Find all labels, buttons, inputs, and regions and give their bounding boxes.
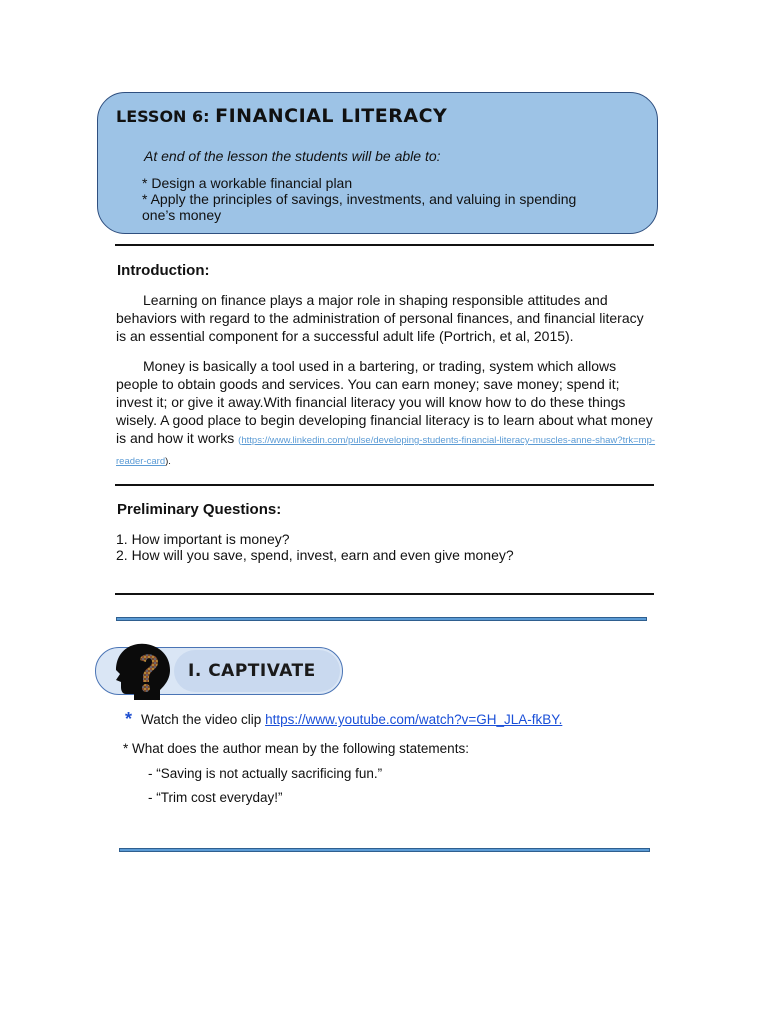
captivate-question: * What does the author mean by the following statements: [123,741,469,756]
lesson-title [116,105,447,127]
statement-item: - “Trim cost everyday!” [148,790,283,805]
divider [115,593,654,595]
watch-label: Watch the video clip [141,712,266,727]
section-bar [116,617,647,621]
lesson-header-box [97,92,658,234]
lesson-number: LESSON 6: [116,107,210,126]
bullet-star: * [125,709,133,729]
lesson-name: FINANCIAL LITERACY [215,105,448,127]
question-item: 2. How will you save, spend, invest, earn and even give money? [116,547,514,563]
watch-line [141,712,562,727]
section-bar [119,848,650,852]
reference-close: ). [165,456,171,467]
video-link[interactable]: https://www.youtube.com/watch?v=GH_JLA-fkBY. [265,712,563,727]
reference-link[interactable]: https://www.linkedin.com/pulse/developing-students-financial-literacy-muscles-anne-shaw?trk=mp-reader-card [116,435,656,467]
objective-intro: At end of the lesson the students will be able to: [144,148,441,164]
paragraph-text: Money is basically a tool used in a bartering, or trading, system which allows people to obtain goods and services. You can earn money; save money; spend it; invest it; or give it away.With financial literacy you will know how to do these things wisely. A good place to begin developing financial literacy is to learn about what money is and how it works [116,358,653,446]
objective-item: * Apply the principles of savings, investments, and valuing in spending one’s money [142,191,577,223]
question-item: 1. How important is money? [116,531,290,547]
divider [115,244,654,246]
objective-item: * Design a workable financial plan [142,175,353,191]
introduction-heading: Introduction: [117,262,210,279]
preliminary-heading: Preliminary Questions: [117,501,282,518]
introduction-paragraph: Learning on finance plays a major role in shaping responsible attitudes and behaviors with regard to the administration of personal finances, and financial literacy is an essential component for a successful adult life (Portrich, et al, 2015). [116,292,644,344]
statement-item: - “Saving is not actually sacrificing fun.” [148,766,383,781]
captivate-title: I. CAPTIVATE [188,661,316,681]
divider [115,484,654,486]
head-question-mark-icon [108,640,178,702]
introduction-paragraph [116,357,656,471]
reference-open: ( [238,435,242,446]
